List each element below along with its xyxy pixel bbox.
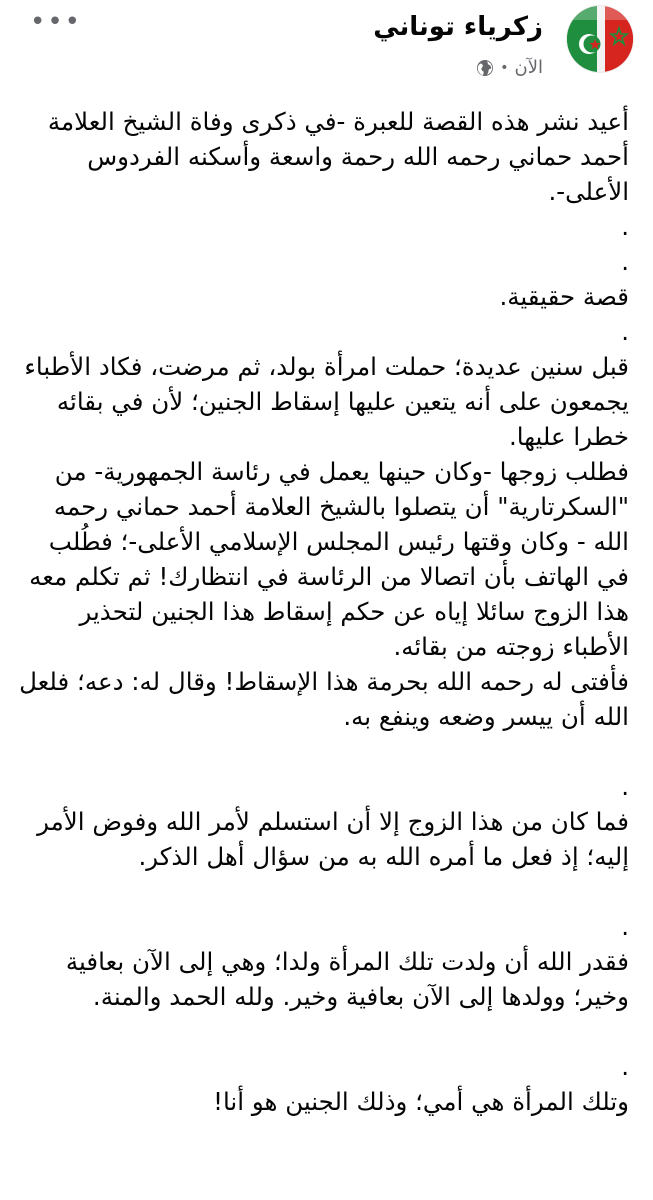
post-header: [20, 6, 633, 86]
post-text-line: .: [621, 1052, 629, 1081]
post-time[interactable]: الآن: [514, 57, 543, 78]
post-text-line: [18, 734, 629, 769]
post-text-line: "السكرتارية" أن يتصلوا بالشيخ العلامة أحمد حماني رحمه: [53, 492, 629, 521]
post-text-line: أحمد حماني رحمه الله رحمة واسعة وأسكنه الفردوس: [87, 142, 629, 171]
post-text-line: الله أن ييسر وضعه وينفع به.: [343, 702, 629, 731]
meta-separator: •: [500, 60, 509, 76]
flag-avatar-image: [567, 6, 633, 72]
post-text-line: الأعلى-.: [548, 177, 629, 206]
post-text-line: فقدر الله أن ولدت تلك المرأة ولدا؛ وهي إلى الآن بعافية: [65, 947, 629, 976]
post-text-line: خطرا عليها.: [508, 422, 629, 451]
post-text-line: .: [621, 772, 629, 801]
post-text-line: فما كان من هذا الزوج إلا أن استسلم لأمر الله وفوض الأمر: [37, 807, 629, 836]
post-text-line: الأطباء زوجته من بقائه.: [393, 632, 629, 661]
post-text-line: .: [621, 247, 629, 276]
post-text-line: [18, 874, 629, 909]
post-text-line: في الهاتف بأن اتصالا من الرئاسة في انتظارك! ثم تكلم معه: [29, 562, 629, 591]
post-text-line: [18, 1014, 629, 1049]
post-text-line: .: [621, 317, 629, 346]
post-text-line: فأفتى له رحمه الله بحرمة هذا الإسقاط! وقال له: دعه؛ فلعل: [19, 667, 629, 696]
post-body: [18, 104, 629, 1119]
post-meta: [476, 56, 543, 80]
post-text-line: وتلك المرأة هي أمي؛ وذلك الجنين هو أنا!: [213, 1087, 629, 1116]
post-text-line: قصة حقيقية.: [499, 282, 629, 311]
avatar[interactable]: [567, 6, 633, 72]
post-text-line: وخير؛ وولدها إلى الآن بعافية وخير. ولله الحمد والمنة.: [92, 982, 629, 1011]
post-text-line: أعيد نشر هذه القصة للعبرة -في ذكرى وفاة الشيخ العلامة: [47, 107, 629, 136]
post-text-line: الله - وكان وقتها رئيس المجلس الإسلامي الأعلى-؛ فطُلب: [48, 527, 629, 556]
post-text-line: .: [621, 912, 629, 941]
post-text-line: إليه؛ إذ فعل ما أمره الله به من سؤال أهل الذكر.: [138, 842, 629, 871]
author-name[interactable]: زكرياء توناني: [373, 12, 543, 42]
post-text-line: .: [621, 212, 629, 241]
post-text-line: هذا الزوج سائلا إياه عن حكم إسقاط هذا الجنين لتحذير: [79, 597, 629, 626]
more-options-icon[interactable]: •••: [30, 7, 83, 37]
post-text-line: يجمعون على أنه يتعين عليها إسقاط الجنين؛ لأن في بقائه: [56, 387, 629, 416]
post-text-line: فطلب زوجها -وكان حينها يعمل في رئاسة الجمهورية- من: [54, 457, 629, 486]
post-text-line: قبل سنين عديدة؛ حملت امرأة بولد، ثم مرضت، فكاد الأطباء: [24, 352, 629, 381]
globe-icon[interactable]: [476, 59, 494, 77]
